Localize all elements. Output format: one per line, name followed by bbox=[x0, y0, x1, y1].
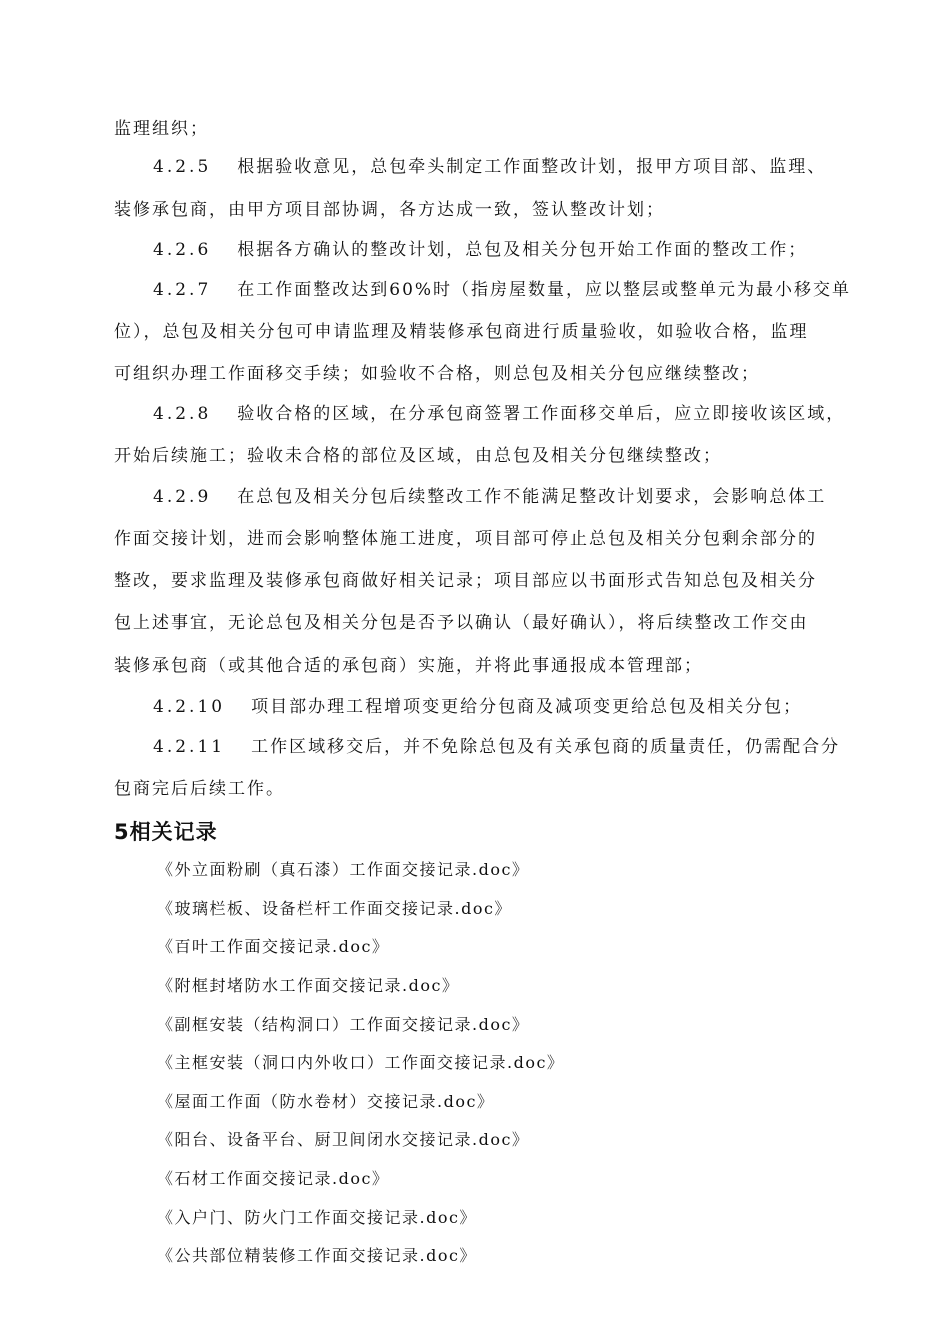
record-item: 《公共部位精装修工作面交接记录.doc》 bbox=[157, 1246, 477, 1265]
record-item: 《百叶工作面交接记录.doc》 bbox=[157, 937, 390, 956]
clause-4-2-10: 4.2.10 项目部办理工程增项变更给分包商及减项变更给总包及相关分包； bbox=[153, 697, 803, 717]
text-line: 位），总包及相关分包可申请监理及精装修承包商进行质量验收，如验收合格，监理 bbox=[114, 322, 809, 342]
record-item: 《入户门、防火门工作面交接记录.doc》 bbox=[157, 1208, 477, 1227]
record-item: 《外立面粉刷（真石漆）工作面交接记录.doc》 bbox=[157, 860, 530, 879]
record-item: 《附框封堵防水工作面交接记录.doc》 bbox=[157, 976, 460, 995]
clause-number: 4.2.9 bbox=[153, 487, 212, 507]
text-line: 装修承包商（或其他合适的承包商）实施，并将此事通报成本管理部； bbox=[114, 656, 703, 676]
text-line: 包商完后后续工作。 bbox=[114, 779, 285, 799]
text-line: 开始后续施工；验收未合格的部位及区域，由总包及相关分包继续整改； bbox=[114, 446, 722, 466]
record-item: 《玻璃栏板、设备栏杆工作面交接记录.doc》 bbox=[157, 899, 512, 918]
text-line: 可组织办理工作面移交手续；如验收不合格，则总包及相关分包应继续整改； bbox=[114, 364, 760, 384]
record-item: 《屋面工作面（防水卷材）交接记录.doc》 bbox=[157, 1092, 495, 1111]
clause-number: 4.2.6 bbox=[153, 240, 212, 260]
text-line: 作面交接计划，进而会影响整体施工进度，项目部可停止总包及相关分包剩余部分的 bbox=[114, 529, 817, 549]
clause-4-2-6: 4.2.6 根据各方确认的整改计划，总包及相关分包开始工作面的整改工作； bbox=[153, 240, 808, 260]
section-heading: 5相关记录 bbox=[114, 820, 218, 844]
clause-number: 4.2.7 bbox=[153, 280, 212, 300]
clause-4-2-5: 4.2.5 根据验收意见，总包牵头制定工作面整改计划，报甲方项目部、监理、 bbox=[153, 157, 827, 177]
clause-4-2-9: 4.2.9 在总包及相关分包后续整改工作不能满足整改计划要求，会影响总体工 bbox=[153, 487, 827, 507]
clause-4-2-8: 4.2.8 验收合格的区域，在分承包商签署工作面移交单后，应立即接收该区域， bbox=[153, 404, 846, 424]
record-item: 《主框安装（洞口内外收口）工作面交接记录.doc》 bbox=[157, 1053, 565, 1072]
record-item: 《副框安装（结构洞口）工作面交接记录.doc》 bbox=[157, 1015, 530, 1034]
text-line: 包上述事宜，无论总包及相关分包是否予以确认（最好确认），将后续整改工作交由 bbox=[114, 613, 809, 633]
text-line: 监理组织； bbox=[114, 119, 209, 139]
clause-number: 4.2.8 bbox=[153, 404, 212, 424]
text-line: 装修承包商，由甲方项目部协调，各方达成一致，签认整改计划； bbox=[114, 200, 665, 220]
clause-number: 4.2.5 bbox=[153, 157, 212, 177]
text-line: 整改，要求监理及装修承包商做好相关记录；项目部应以书面形式告知总包及相关分 bbox=[114, 571, 817, 591]
clause-number: 4.2.11 bbox=[153, 737, 226, 757]
record-item: 《石材工作面交接记录.doc》 bbox=[157, 1169, 390, 1188]
clause-number: 4.2.10 bbox=[153, 697, 226, 717]
record-item: 《阳台、设备平台、厨卫间闭水交接记录.doc》 bbox=[157, 1130, 530, 1149]
clause-4-2-7: 4.2.7 在工作面整改达到60%时（指房屋数量，应以整层或整单元为最小移交单 bbox=[153, 280, 852, 300]
clause-4-2-11: 4.2.11 工作区域移交后，并不免除总包及有关承包商的质量责任，仍需配合分 bbox=[153, 737, 841, 757]
